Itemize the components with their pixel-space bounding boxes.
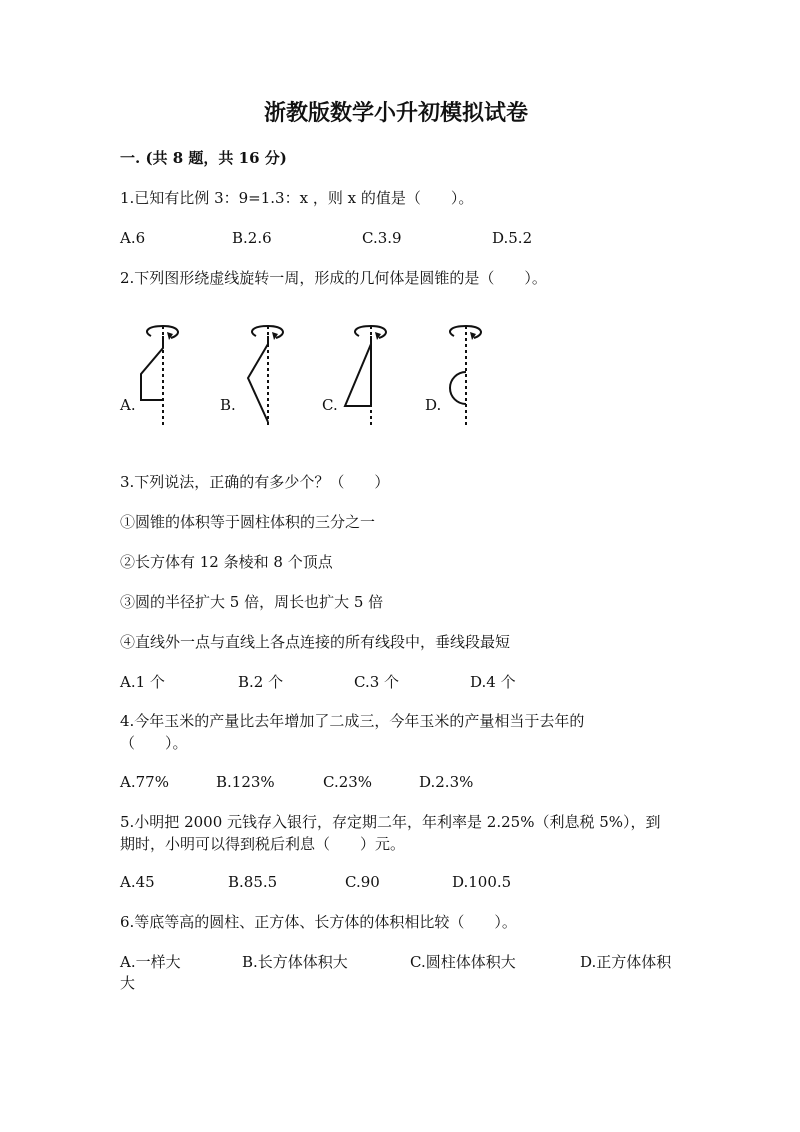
- q2-figure-b: [240, 322, 300, 432]
- q6-option-d: D.正方体体积: [580, 953, 672, 971]
- q4-option-d: D.2.3%: [419, 773, 474, 791]
- question-4-stem-line-1: 4.今年玉米的产量比去年增加了二成三，今年玉米的产量相当于去年的: [120, 712, 585, 730]
- section-header: 一. (共 8 题，共 16 分): [120, 149, 287, 167]
- question-3-stem: 3.下列说法，正确的有多少个？（ ）: [120, 473, 390, 491]
- question-5-stem-line-1: 5.小明把 2000 元钱存入银行，存定期二年，年利率是 2.25%（利息税 5%），到: [120, 813, 661, 831]
- q2-figure-label-c: C.: [322, 396, 338, 414]
- q6-option-b: B.长方体体积大: [242, 953, 348, 971]
- q3-statement-4: ④直线外一点与直线上各点连接的所有线段中，垂线段最短: [120, 633, 511, 651]
- q4-option-c: C.23%: [323, 773, 373, 791]
- q1-option-c: C.3.9: [362, 229, 402, 247]
- q5-option-c: C.90: [345, 873, 380, 891]
- q3-statement-3: ③圆的半径扩大 5 倍，周长也扩大 5 倍: [120, 593, 384, 611]
- q2-figure-label-d: D.: [425, 396, 442, 414]
- q2-figure-d: [438, 322, 498, 432]
- q2-figure-label-a: A.: [120, 396, 136, 414]
- q3-statement-1: ①圆锥的体积等于圆柱体积的三分之一: [120, 513, 376, 531]
- q6-option-c: C.圆柱体体积大: [410, 953, 516, 971]
- q5-option-d: D.100.5: [452, 873, 512, 891]
- q3-option-b: B.2 个: [238, 673, 284, 691]
- q2-figure-c: [343, 322, 403, 432]
- q5-option-b: B.85.5: [228, 873, 278, 891]
- question-5-stem-line-2: 期时，小明可以得到税后利息（ ）元。: [120, 835, 406, 853]
- q3-option-d: D.4 个: [470, 673, 516, 691]
- q1-option-a: A.6: [120, 229, 146, 247]
- q1-option-b: B.2.6: [232, 229, 272, 247]
- q4-option-a: A.77%: [120, 773, 169, 791]
- q3-statement-2: ②长方体有 12 条棱和 8 个顶点: [120, 553, 333, 571]
- page-title: 浙教版数学小升初模拟试卷: [264, 100, 529, 126]
- q6-option-d-wrap: 大: [120, 974, 136, 992]
- question-6-stem: 6.等底等高的圆柱、正方体、长方体的体积相比较（ ）。: [120, 913, 517, 931]
- q1-option-d: D.5.2: [492, 229, 533, 247]
- q2-figure-a: [135, 322, 195, 432]
- q3-option-a: A.1 个: [120, 673, 165, 691]
- q2-figure-label-b: B.: [220, 396, 236, 414]
- question-4-stem-line-2: （ ）。: [120, 734, 188, 752]
- q4-option-b: B.123%: [216, 773, 275, 791]
- q5-option-a: A.45: [120, 873, 155, 891]
- q6-option-a: A.一样大: [120, 953, 181, 971]
- question-2-stem: 2.下列图形绕虚线旋转一周，形成的几何体是圆锥的是（ ）。: [120, 269, 547, 287]
- q3-option-c: C.3 个: [354, 673, 400, 691]
- question-1-stem: 1.已知有比例 3：9=1.3：x ，则 x 的值是（ ）。: [120, 189, 474, 207]
